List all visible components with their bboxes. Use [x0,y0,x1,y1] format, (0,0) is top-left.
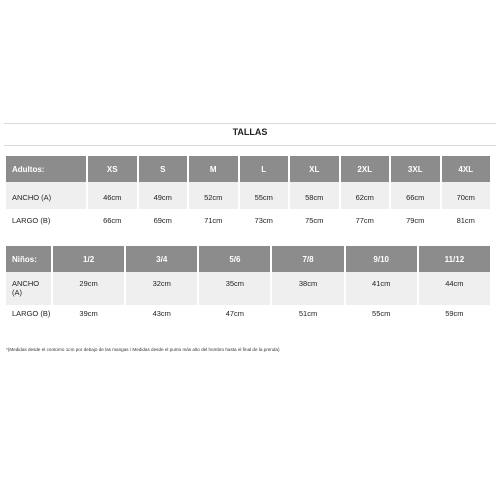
measure-cell: 79cm [391,209,440,235]
size-header: L [240,156,289,182]
size-header: 5/6 [199,246,270,272]
measure-cell: 58cm [290,182,339,209]
row-label: ANCHO (A) [6,272,51,305]
measure-cell: 29cm [53,272,124,305]
measure-cell: 51cm [272,305,343,335]
size-header: 3XL [391,156,440,182]
table-header-row [6,246,490,272]
measure-cell: 62cm [341,182,390,209]
measure-cell: 70cm [442,182,491,209]
measure-cell: 43cm [126,305,197,335]
measure-cell: 39cm [53,305,124,335]
measure-cell: 69cm [139,209,188,235]
measure-cell: 73cm [240,209,289,235]
top-divider [4,123,496,124]
size-header: 4XL [442,156,491,182]
size-header: S [139,156,188,182]
measure-cell: 66cm [391,182,440,209]
measure-cell: 44cm [419,272,490,305]
kids-header-label: Niños: [6,246,51,272]
kids-size-table [4,246,492,335]
measure-cell: 35cm [199,272,270,305]
measure-cell: 52cm [189,182,238,209]
size-header: 9/10 [346,246,417,272]
table-row [6,305,490,335]
size-header: 7/8 [272,246,343,272]
adults-header-label: Adultos: [6,156,86,182]
size-header: M [189,156,238,182]
row-label: ANCHO (A) [6,182,86,209]
measure-cell: 32cm [126,272,197,305]
row-label: LARGO (B) [6,209,86,235]
row-label: LARGO (B) [6,305,51,335]
measure-cell: 47cm [199,305,270,335]
title-divider [4,145,496,146]
adult-size-table [4,156,492,235]
measure-cell: 55cm [346,305,417,335]
measure-cell: 71cm [189,209,238,235]
measurement-footnote: *(Medidas desde el contorno 1cm por debajo de las mangas / Medidas desde el punto más alto del hombro hasta el final de la prenda) [6,347,280,352]
size-header: 1/2 [53,246,124,272]
measure-cell: 41cm [346,272,417,305]
measure-cell: 59cm [419,305,490,335]
table-row [6,272,490,305]
measure-cell: 81cm [442,209,491,235]
size-header: 2XL [341,156,390,182]
measure-cell: 75cm [290,209,339,235]
table-row [6,209,490,235]
size-header: XL [290,156,339,182]
size-header: 11/12 [419,246,490,272]
measure-cell: 38cm [272,272,343,305]
page-title: TALLAS [232,127,268,137]
measure-cell: 49cm [139,182,188,209]
measure-cell: 77cm [341,209,390,235]
measure-cell: 46cm [88,182,137,209]
measure-cell: 55cm [240,182,289,209]
size-header: 3/4 [126,246,197,272]
size-header: XS [88,156,137,182]
table-header-row [6,156,490,182]
measure-cell: 66cm [88,209,137,235]
table-row [6,182,490,209]
